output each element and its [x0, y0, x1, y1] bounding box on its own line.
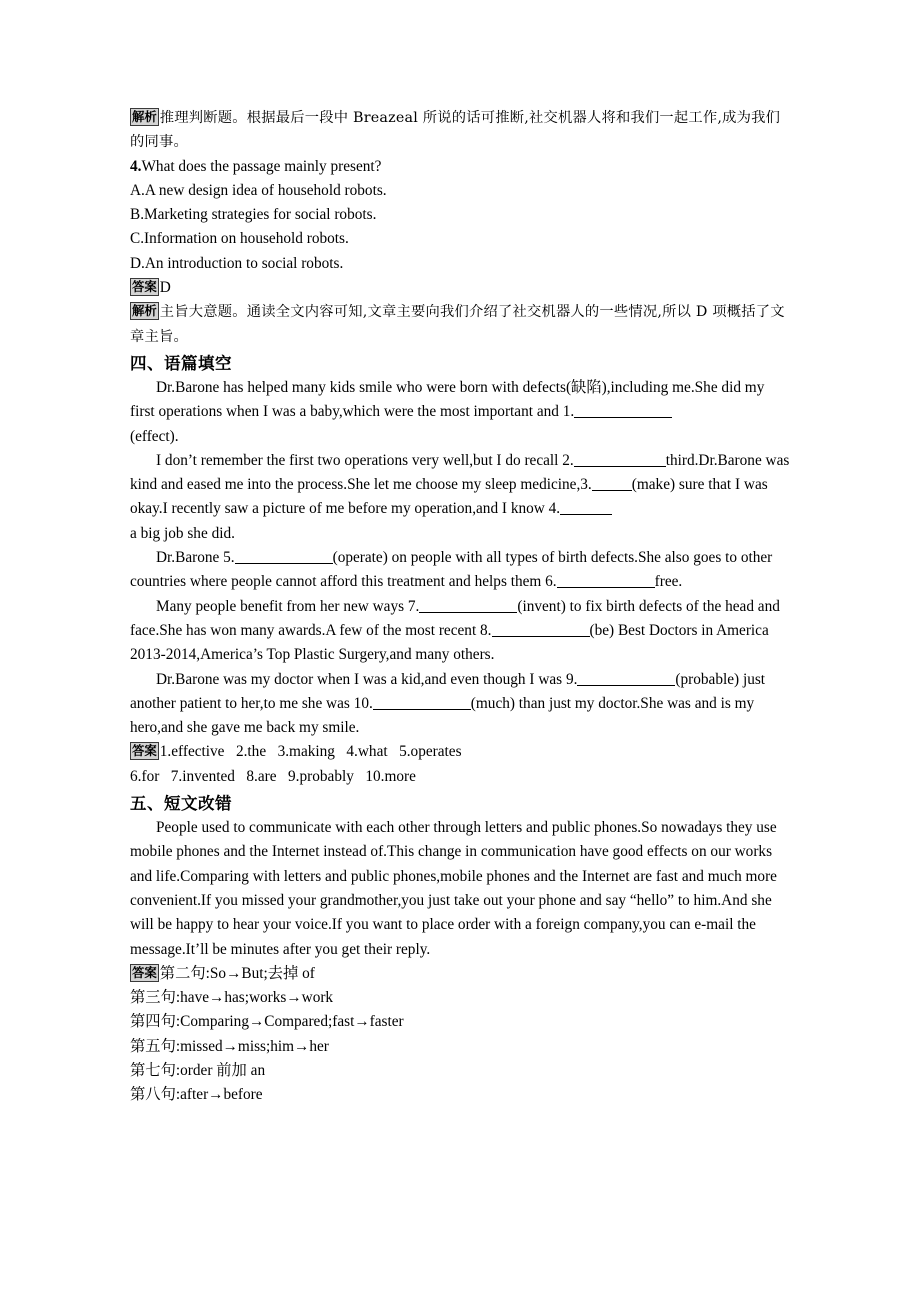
passage-line: say “hello” to him.And she will be happy to hear your voice.If you want to place order with a: [130, 891, 776, 934]
cloze-blank-8[interactable]: [492, 636, 590, 637]
passage-line: foreign company,you can e-mail the message.It’ll be minutes after you get their reply.: [130, 916, 760, 958]
option-a[interactable]: A.A new design idea of household robots.: [130, 181, 387, 199]
answer-block-section-five: [130, 962, 790, 986]
question-4-stem: [130, 155, 790, 179]
answer-tag: 答案: [132, 743, 157, 759]
correction-item: 第五句:missed→miss;him→her: [130, 1037, 329, 1055]
correction-item: 第八句:after→before: [130, 1086, 263, 1104]
cloze-text: Dr.Barone has helped many kids smile who were born with defects(缺陷),including me.She did my first operations when I was a baby,which were the most important and 1.: [130, 378, 769, 421]
answer-block-section-four: [130, 740, 790, 764]
analysis-tag: 解析: [132, 303, 157, 319]
option-c[interactable]: C.Information on household robots.: [130, 230, 349, 248]
cloze-text: Dr.Barone was my doctor when I was a kid,and even though I was 9.: [156, 670, 578, 688]
section-heading-four: 四、语篇填空: [130, 353, 232, 373]
cloze-text: (much) than just my doctor.She was and is my hero,and she gave me back my smile.: [130, 694, 759, 737]
cloze-blank-3[interactable]: [592, 490, 632, 491]
cloze-text: (operate) on people with all types of birth defects.She also goes to other countries where people cannot afford this treatment and helps them 6.: [130, 549, 777, 591]
passage-line: People used to communicate with each other through letters and public phones.So nowadays: [156, 819, 723, 837]
cloze-text: free.: [654, 573, 683, 591]
correction-item: 第七句:order 前加 an: [130, 1061, 266, 1079]
answer-value: D: [159, 279, 171, 297]
option-b[interactable]: B.Marketing strategies for social robots.: [130, 206, 377, 224]
passage-line: on our works and life.Comparing with letters and public phones,mobile phones and the Internet are: [130, 843, 776, 885]
correction-item: 第二句:So→But;去掉 of: [159, 964, 315, 982]
cloze-paragraph-3: [130, 546, 790, 595]
cloze-text: (invent) to fix birth defects of the head and face.She has won many awards.A few of the most recent 8.: [130, 597, 784, 639]
cloze-blank-9[interactable]: [577, 685, 675, 686]
analysis-text: 推理判断题。根据最后一段中 Breazeal 所说的话可推断,社交机器人将和我们一起工作,成为我们的同事。: [130, 110, 781, 151]
cloze-paragraph-1: [130, 376, 790, 449]
question-number: 4.: [130, 157, 142, 175]
cloze-text: Many people benefit from her new ways 7.: [156, 597, 420, 615]
cloze-blank-7[interactable]: [419, 612, 517, 613]
cloze-text: I don’t remember the first two operations very well,but I do recall 2.: [156, 451, 574, 469]
option-d[interactable]: D.An introduction to social robots.: [130, 254, 344, 272]
analysis-tag: 解析: [132, 109, 157, 124]
cloze-blank-10[interactable]: [373, 709, 471, 710]
cloze-blank-4[interactable]: [560, 514, 612, 515]
cloze-text: a big job she did.: [130, 524, 235, 542]
cloze-blank-6[interactable]: [557, 587, 655, 588]
cloze-blank-5[interactable]: [235, 563, 333, 564]
passage-line: they use mobile phones and the Internet instead of.This change in communication have good effects: [130, 819, 781, 861]
question-stem-text: What does the passage mainly present?: [141, 157, 382, 175]
page-content: [130, 106, 794, 1108]
correction-item: 第三句:have→has;works→work: [130, 989, 334, 1007]
cloze-text: (probable) just another patient to her,to me she was 10.: [130, 670, 769, 712]
cloze-paragraph-4: [130, 595, 790, 668]
answer-tag: 答案: [132, 279, 157, 295]
cloze-blank-1[interactable]: [574, 417, 672, 418]
cloze-text: (effect).: [130, 427, 179, 445]
passage-line: fast and much more convenient.If you missed your grandmother,you just take out your phone and: [130, 867, 781, 909]
cloze-text: Dr.Barone 5.: [156, 549, 235, 567]
cloze-text: third.Dr.Barone was kind and eased me into the process.She let me choose my sleep medicine,3.: [130, 451, 794, 494]
cloze-text: (make) sure that I was okay.I recently saw a picture of me before my operation,and I know 4.: [130, 476, 772, 518]
answer-block-q4: [130, 276, 790, 300]
analysis-text: 主旨大意题。通读全文内容可知,文章主要向我们介绍了社交机器人的一些情况,所以 D 项概括了文章主旨。: [130, 304, 785, 345]
section-heading-five: 五、短文改错: [130, 794, 232, 814]
cloze-text: (be) Best Doctors in America 2013-2014,America’s Top Plastic Surgery,and many others.: [130, 621, 773, 664]
answer-tag: 答案: [132, 964, 157, 980]
analysis-block-q4: [130, 300, 790, 349]
correction-item: 第四句:Comparing→Compared;fast→faster: [130, 1013, 404, 1031]
answers-line-1: 1.effective 2.the 3.making 4.what 5.operates: [159, 743, 462, 761]
analysis-block-q3: [130, 106, 790, 155]
error-correction-passage: [130, 816, 790, 962]
cloze-blank-2[interactable]: [574, 466, 666, 467]
answers-line-2: 6.for 7.invented 8.are 9.probably 10.more: [130, 767, 416, 785]
cloze-paragraph-2: [130, 449, 794, 546]
cloze-paragraph-5: [130, 668, 790, 741]
